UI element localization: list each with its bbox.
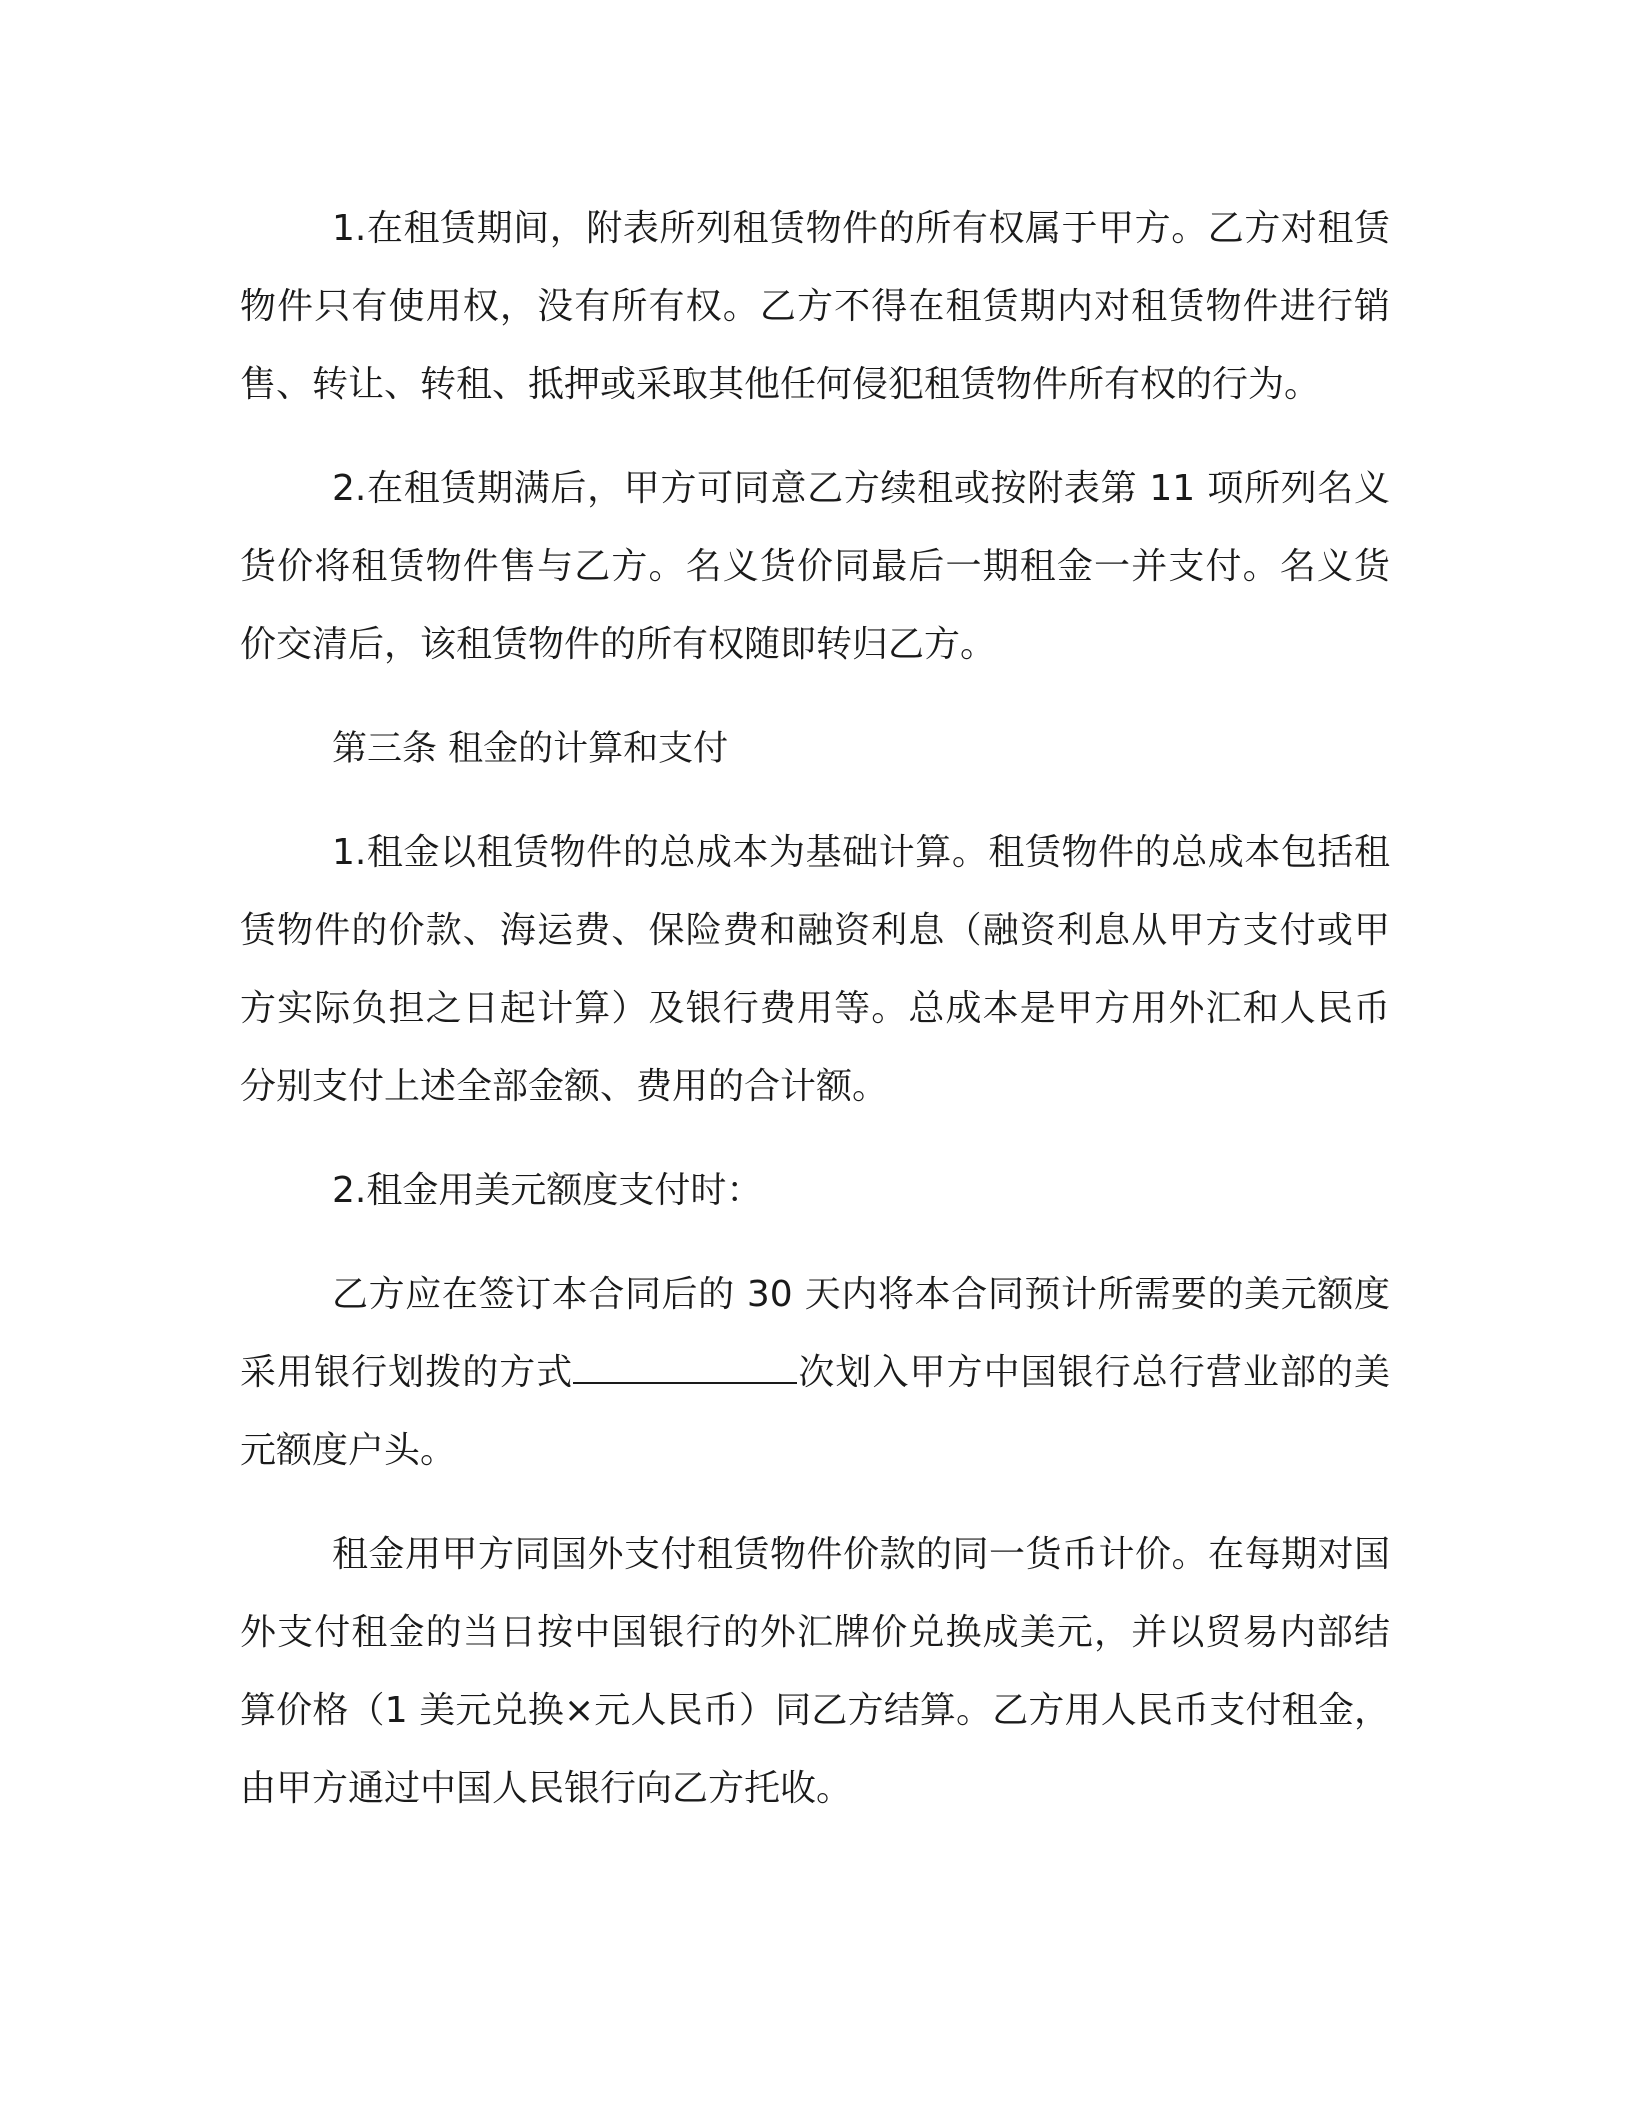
document-body [240, 190, 1390, 1854]
paragraph-lease-expiry: 2.在租赁期满后，甲方可同意乙方续租或按附表第 11 项所列名义货价将租赁物件售与乙方。名义货价同最后一期租金一并支付。名义货价交清后，该租赁物件的所有权随即转归乙方。 [240, 468, 1390, 665]
fill-in-blank [573, 1346, 797, 1384]
section-heading: 第三条 租金的计算和支付 [332, 729, 729, 769]
text-after-blank: 次划入甲方中国银行总行营业部的美元额度户头。 [240, 1352, 1390, 1471]
text-before-blank: 乙方应在签订本合同后的 30 天内将本合同预计所需要的美元额度采用银行划拨的方式 [240, 1274, 1390, 1393]
paragraph-rent-calculation: 1.租金以租赁物件的总成本为基础计算。租赁物件的总成本包括租赁物件的价款、海运费、保险费和融资利息（融资利息从甲方支付或甲方实际负担之日起计算）及银行费用等。总成本是甲方用外汇和人民币分别支付上述全部金额、费用的合计额。 [240, 832, 1390, 1107]
paragraph-usd-payment: 2.租金用美元额度支付时： [332, 1170, 763, 1211]
paragraph-usd-transfer [240, 1256, 1390, 1490]
paragraph-ownership: 1.在租赁期间，附表所列租赁物件的所有权属于甲方。乙方对租赁物件只有使用权，没有所有权。乙方不得在租赁期内对租赁物件进行销售、转让、转租、抵押或采取其他任何侵犯租赁物件所有权的行为。 [240, 208, 1390, 405]
paragraph-currency-settlement: 租金用甲方同国外支付租赁物件价款的同一货币计价。在每期对国外支付租金的当日按中国银行的外汇牌价兑换成美元，并以贸易内部结算价格（1 美元兑换×元人民币）同乙方结算。乙方用人民币支付租金，由甲方通过中国人民银行向乙方托收。 [240, 1534, 1390, 1809]
